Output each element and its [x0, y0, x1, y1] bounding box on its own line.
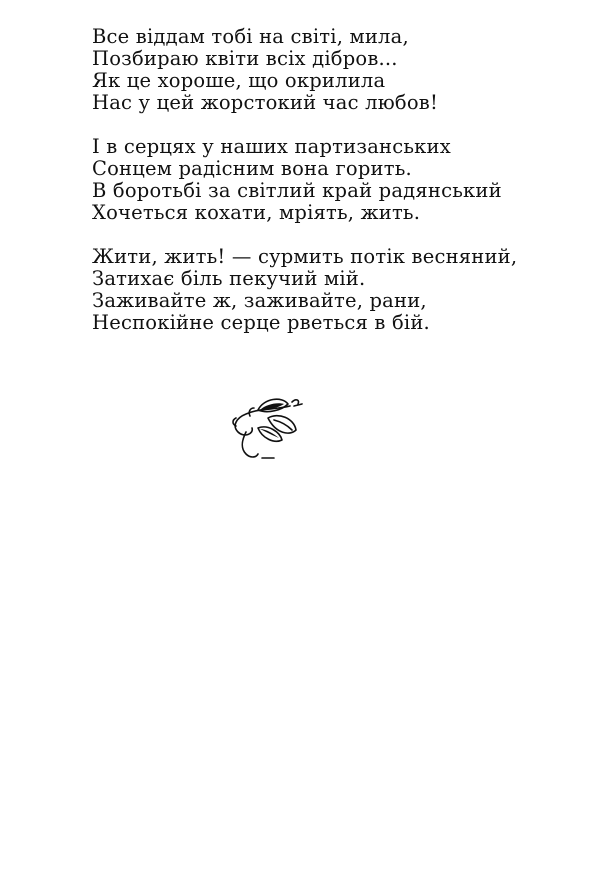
- leaf-branch-drawing: [224, 392, 306, 464]
- poem-line: Все віддам тобі на світі, мила,: [92, 25, 409, 48]
- leaf-branch-icon: [224, 392, 306, 464]
- poem-line: І в серцях у наших партизанських: [92, 135, 451, 158]
- poem-line: В боротьбі за світлий край радянський: [92, 179, 502, 202]
- poem-line: Позбираю квіти всіх дібров...: [92, 47, 398, 70]
- poem-line: Заживайте ж, заживайте, рани,: [92, 289, 427, 312]
- poem-line: Неспокійне серце рветься в бій.: [92, 311, 430, 334]
- stanza-2: [92, 136, 532, 224]
- poem-line: Нас у цей жорстокий час любов!: [92, 91, 438, 114]
- poem-line: Хочеться кохати, мріять, жить.: [92, 201, 421, 224]
- poem: [92, 26, 532, 356]
- poem-line: Жити, жить! — сурмить потік весняний,: [92, 245, 518, 268]
- stanza-3: [92, 246, 532, 334]
- poem-line: Як це хороше, що окрилила: [92, 69, 386, 92]
- poem-line: Затихає біль пекучий мій.: [92, 267, 366, 290]
- poem-line: Сонцем радісним вона горить.: [92, 157, 412, 180]
- stanza-1: [92, 26, 532, 114]
